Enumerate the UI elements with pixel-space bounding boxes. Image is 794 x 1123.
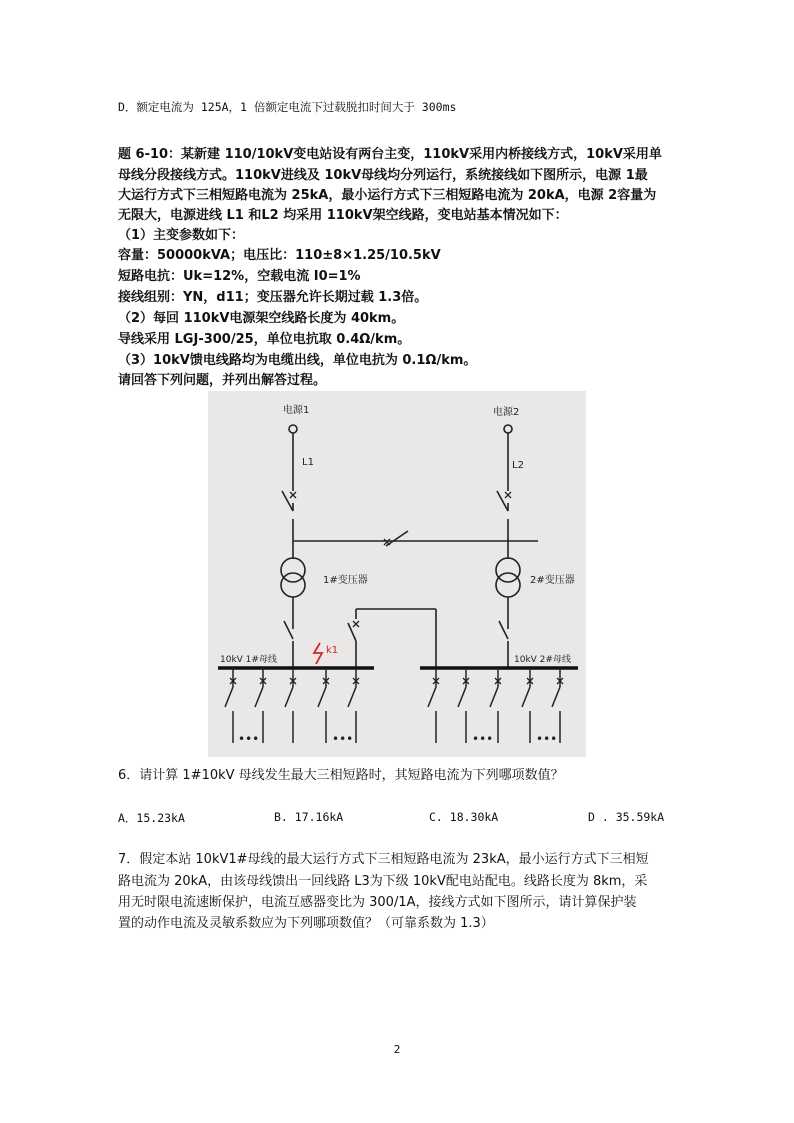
bus1-dots-a: ••• xyxy=(238,732,260,746)
option-d-previous: D．额定电流为 125A，1 倍额定电流下过载脱扣时间大于 300ms xyxy=(118,100,457,114)
question-6-text: 6．请计算 1#10kV 母线发生最大三相短路时，其短路电流为下列哪项数值？ xyxy=(118,768,564,783)
param-line-6: 导线采用 LGJ-300/25，单位电抗取 0.4Ω/km。 xyxy=(118,332,411,347)
problem-intro-line-4: 无限大，电源进线 L1 和L2 均采用 110kV架空线路，变电站基本情况如下： xyxy=(118,208,568,223)
source2-label: 电源2 xyxy=(493,407,520,418)
bus1-label: 10kV 1#母线 xyxy=(220,655,277,665)
question-7-line-4: 置的动作电流及灵敏系数应为下列哪项数值？（可靠系数为 1.3） xyxy=(118,916,494,931)
param-line-1: （1）主变参数如下： xyxy=(118,228,245,243)
problem-intro-line-3: 大运行方式下三相短路电流为 25kA，最小运行方式下三相短路电流为 20kA，电源 2容量为 xyxy=(118,188,657,203)
param-line-5: （2）每回 110kV电源架空线路长度为 40km。 xyxy=(118,311,405,326)
page-number: 2 xyxy=(393,1043,401,1056)
question-7-line-3: 用无时限电流速断保护，电流互感器变比为 300/1A，接线方式如下图所示，请计算保护装 xyxy=(118,895,637,910)
question-7-line-2: 路电流为 20kA，由该母线馈出一回线路 L3为下级 10kV配电站配电。线路长度为 8km，采 xyxy=(118,874,648,889)
fault-k1-label: k1 xyxy=(326,645,339,656)
param-line-8: 请回答下列问题，并列出解答过程。 xyxy=(118,373,327,388)
source2-terminal-icon xyxy=(504,425,512,433)
bus2-dots-b: ••• xyxy=(536,732,558,746)
q6-option-c: C. 18.30kA xyxy=(429,810,499,824)
param-line-4: 接线组别：YN，d11；变压器允许长期过载 1.3倍。 xyxy=(118,290,428,305)
l1-label: L1 xyxy=(302,457,314,468)
problem-intro-line-1: 题 6-10：某新建 110/10kV变电站设有两台主变，110kV采用内桥接线方式，10kV采用单 xyxy=(118,147,662,162)
param-line-2: 容量：50000kVA；电压比：110±8×1.25/10.5kV xyxy=(118,248,441,263)
source1-label: 电源1 xyxy=(283,405,310,416)
bus2-label: 10kV 2#母线 xyxy=(514,655,571,665)
param-line-7: （3）10kV馈电线路均为电缆出线，单位电抗为 0.1Ω/km。 xyxy=(118,353,477,368)
question-7-line-1: 7．假定本站 10kV1#母线的最大运行方式下三相短路电流为 23kA，最小运行方式下三相短 xyxy=(118,852,649,867)
bus1-dots-b: ••• xyxy=(332,732,354,746)
q6-option-a: A．15.23kA xyxy=(118,811,185,825)
source1-terminal-icon xyxy=(289,425,297,433)
q6-option-b: B. 17.16kA xyxy=(274,810,344,824)
q6-option-d: D . 35.59kA xyxy=(588,810,665,824)
bus2-dots-a: ••• xyxy=(472,732,494,746)
single-line-diagram xyxy=(208,391,586,757)
problem-intro-line-2: 母线分段接线方式。110kV进线及 10kV母线均分列运行，系统接线如下图所示，电源 1最 xyxy=(118,168,648,183)
tx2-label: 2#变压器 xyxy=(530,575,575,586)
l2-label: L2 xyxy=(512,460,524,471)
param-line-3: 短路电抗：Uk=12%，空载电流 I0=1% xyxy=(118,269,361,284)
tx1-label: 1#变压器 xyxy=(323,575,368,586)
diagram-photo-background xyxy=(208,391,586,757)
